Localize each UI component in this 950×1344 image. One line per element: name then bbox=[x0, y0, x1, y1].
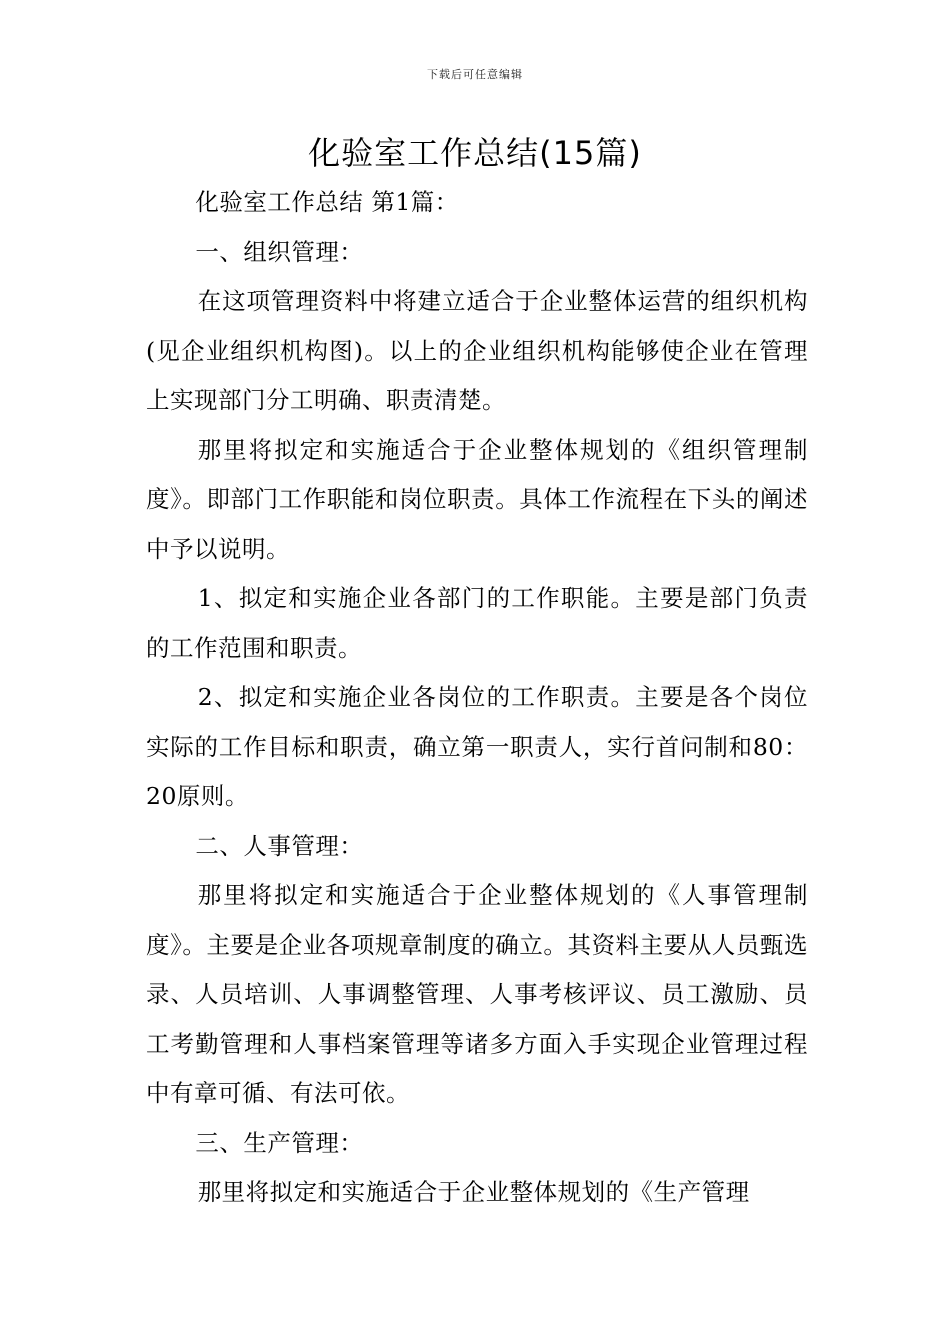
document-title: 化验室工作总结(15篇) bbox=[308, 134, 642, 172]
document-body bbox=[146, 178, 808, 1218]
body-paragraph: 那里将拟定和实施适合于企业整体规划的《人事管理制度》。主要是企业各项规章制度的确立。其资料主要从人员甄选录、人员培训、人事调整管理、人事考核评议、员工激励、员工考勤管理和人事档案管理等诸多方面入手实现企业管理过程中有章可循、有法可依。 bbox=[146, 881, 808, 1107]
body-paragraph: 那里将拟定和实施适合于企业整体规划的《组织管理制度》。即部门工作职能和岗位职责。具体工作流程在下头的阐述中予以说明。 bbox=[146, 435, 808, 563]
section-heading: 化验室工作总结 第1篇： bbox=[195, 188, 459, 216]
header-note: 下载后可任意编辑 bbox=[427, 68, 523, 81]
body-paragraph: 在这项管理资料中将建立适合于企业整体运营的组织机构(见企业组织机构图)。以上的企业组织机构能够使企业在管理上实现部门分工明确、职责清楚。 bbox=[146, 287, 808, 414]
section-heading: 二、人事管理： bbox=[195, 831, 364, 860]
section-heading: 一、组织管理： bbox=[195, 237, 364, 266]
section-heading: 三、生产管理： bbox=[195, 1128, 364, 1157]
body-paragraph: 1、拟定和实施企业各部门的工作职能。主要是部门负责的工作范围和职责。 bbox=[146, 584, 808, 662]
body-paragraph: 2、拟定和实施企业各岗位的工作职责。主要是各个岗位实际的工作目标和职责，确立第一职责人，实行首问制和80：20原则。 bbox=[146, 683, 808, 810]
body-paragraph: 那里将拟定和实施适合于企业整体规划的《生产管理 bbox=[197, 1178, 750, 1206]
